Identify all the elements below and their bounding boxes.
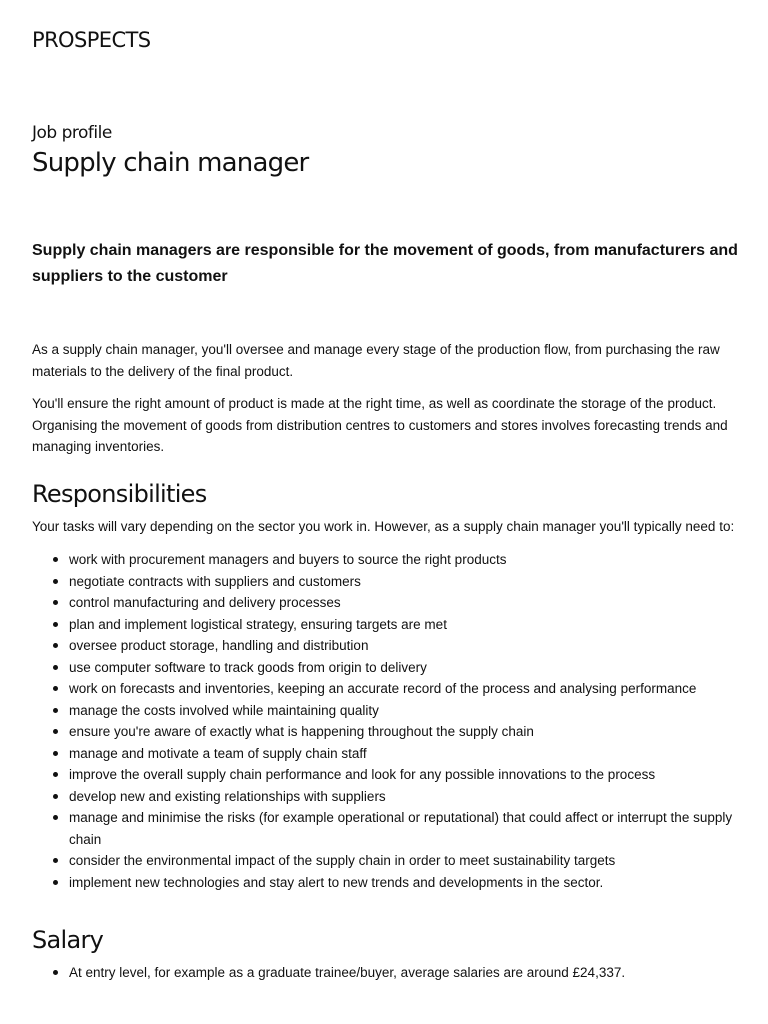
list-item: manage and minimise the risks (for example operational or reputational) that could affect or interrupt the supply chain — [32, 807, 738, 850]
list-item: control manufacturing and delivery processes — [32, 592, 738, 614]
content-type-label: Job profile — [32, 123, 112, 143]
list-item: work on forecasts and inventories, keeping an accurate record of the process and analysing performance — [32, 678, 738, 700]
list-item: develop new and existing relationships with suppliers — [32, 786, 738, 808]
list-item: use computer software to track goods from origin to delivery — [32, 657, 738, 679]
responsibilities-intro: Your tasks will vary depending on the sector you work in. However, as a supply chain manager you'll typically need to: — [32, 519, 735, 534]
list-item: At entry level, for example as a graduate trainee/buyer, average salaries are around £24,337. — [32, 962, 738, 984]
list-item: improve the overall supply chain performance and look for any possible innovations to the process — [32, 764, 738, 786]
list-item: manage and motivate a team of supply chain staff — [32, 743, 738, 765]
responsibilities-list — [32, 549, 738, 893]
list-item: negotiate contracts with suppliers and customers — [32, 571, 738, 593]
responsibilities-heading: Responsibilities — [32, 480, 207, 508]
salary-list — [32, 962, 738, 984]
list-item: ensure you're aware of exactly what is happening throughout the supply chain — [32, 721, 738, 743]
list-item: oversee product storage, handling and distribution — [32, 635, 738, 657]
list-item: work with procurement managers and buyers to source the right products — [32, 549, 738, 571]
list-item: manage the costs involved while maintaining quality — [32, 700, 738, 722]
intro-paragraph-1: As a supply chain manager, you'll oversee and manage every stage of the production flow, from purchasing the raw materials to the delivery of the final product. — [32, 342, 720, 379]
list-item: consider the environmental impact of the supply chain in order to meet sustainability targets — [32, 850, 738, 872]
prospects-logo[interactable]: PROSPECTS — [32, 28, 151, 52]
intro-paragraph-2: You'll ensure the right amount of product is made at the right time, as well as coordinate the storage of the product. Organising the movement of goods from distribution centres to customers and stores involves forecasting trends and managing inventories. — [32, 396, 728, 454]
salary-heading: Salary — [32, 926, 104, 954]
list-item: plan and implement logistical strategy, ensuring targets are met — [32, 614, 738, 636]
lead-summary: Supply chain managers are responsible for the movement of goods, from manufacturers and suppliers to the customer — [32, 242, 738, 285]
page-title: Supply chain manager — [32, 148, 309, 178]
list-item: implement new technologies and stay alert to new trends and developments in the sector. — [32, 872, 738, 894]
